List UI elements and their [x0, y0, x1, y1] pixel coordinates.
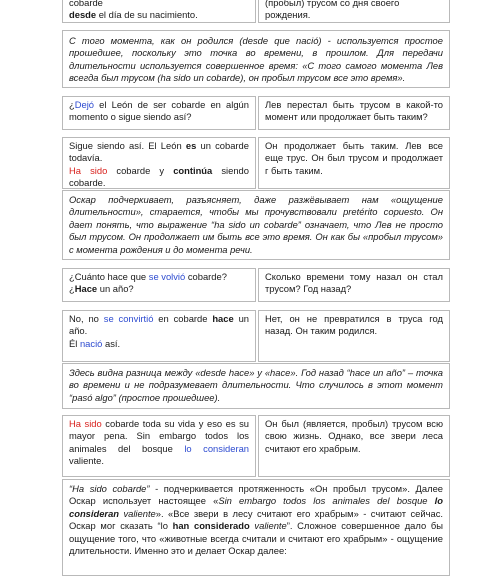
row-2-russian	[258, 137, 450, 189]
note-4	[62, 479, 450, 576]
se-convirtio-phrase: se convirtió	[103, 313, 154, 324]
row-5-russian-text: Он был (является, пробыл) трусом всю свою жизнь. Однако, все звери леса считают его храбрым.	[265, 418, 443, 454]
desde-word: desde	[69, 9, 97, 21]
lo-consideran-phrase: lo consideran	[184, 442, 249, 454]
row-4-russian	[258, 310, 450, 362]
note-3-text: Здесь видна разница между «desde hace» у «hace». Год назад “hace un año” – точка во времени и не подразумевает длительности. Что случилось в этот момент “pasó algo” (простое прошедшее).	[69, 367, 443, 403]
note-4-text-g: lo	[160, 520, 173, 532]
row-3-text-f: un año?	[97, 283, 134, 295]
row-3-text-c: cobarde?	[185, 271, 227, 282]
question-mark: ¿	[69, 99, 75, 110]
row-2-text-a: Sigue siendo así. El León	[69, 140, 186, 151]
row-5-text-d: valiente.	[69, 455, 104, 467]
row-0-spanish	[62, 0, 256, 23]
han-considerado-emph: han considerado	[172, 520, 250, 532]
row-0-spanish-line2: el día de su nacimiento.	[96, 9, 198, 21]
row-4-russian-text: Нет, он не превратился в труса год назад. Он таким родился.	[265, 313, 443, 337]
ha-sido-phrase: Ha sido	[69, 164, 108, 176]
row-4-text-f: Él	[69, 337, 80, 349]
row-3-spanish	[62, 268, 256, 302]
note-4-text-c: Sin embargo todos los animales del bosque	[218, 495, 435, 507]
dejo-word: Dejó	[74, 99, 95, 110]
row-3-russian-text: Сколько времени тому назал он стал трусом? Год назад?	[265, 271, 443, 295]
row-3-text-d: ¿	[69, 283, 75, 295]
row-1-spanish-text: el León de ser cobarde en algún momento o sigue siendo así?	[69, 99, 249, 123]
row-0-spanish-line1: cobarde	[69, 0, 103, 8]
row-5-spanish	[62, 415, 256, 477]
hace-word-2: hace	[212, 313, 234, 324]
row-5-russian	[258, 415, 450, 477]
note-1	[62, 30, 450, 88]
row-4-text-c: en cobarde	[153, 313, 213, 324]
row-3-text-a: ¿Cuánto hace que	[69, 271, 149, 282]
ha-sido-cobarde-quote: “Ha sido cobarde”	[69, 483, 150, 494]
row-0-russian-line2: рождения.	[265, 9, 311, 21]
row-2-spanish	[62, 137, 256, 189]
note-4-text-f: ». «Все звери в лесу считают его храбрым» - считают сейчас. Оскар мог сказать “	[69, 507, 443, 532]
note-1-text: С того момента, как он родился (desde que nació) - используется простое прошедшее, поскольку это точка во времени, в прошлом. Для передачи длительности используется совершенное время: «С того самого момента Лев всегда был трусом (ha sido un cobarde), он пробыл трусом все это время».	[69, 35, 443, 84]
ha-sido-phrase-2: Ha sido	[69, 418, 102, 429]
note-4-text-b: - подчеркивается протяженность «Он пробыл трусом». Далее Оскар использует настоящее «	[69, 483, 444, 507]
row-4-text-e: un año.	[69, 313, 249, 337]
lo-consideran-emph: lo consideran	[69, 495, 443, 519]
row-1-russian	[258, 96, 450, 130]
row-0-russian-line1: (пробыл) трусом со дня своего	[265, 0, 400, 8]
row-4-text-a: No, no	[69, 313, 104, 324]
note-2-text: Оскар подчеркивает, разъясняет, даже разжёвывает нам «ощущение длительности», старается, чтобы мы прочувствовали pretérito copuesto. Он дает понять, что выражение “ha sido un cobarde” означает, что Лев не просто был трусом. Он продолжает им быть все это время. Он как бы «пробыл трусом» с момента рождения и до момента речи.	[69, 194, 443, 255]
se-volvio-phrase: se volvió	[148, 271, 186, 282]
continua-word: continúa	[173, 164, 213, 176]
row-3-russian	[258, 268, 450, 302]
note-4-text-i: valiente	[249, 520, 287, 532]
row-2-russian-text: Он продолжает быть таким. Лев все еще трус. Он был трусом и продолжает г быть таким.	[265, 140, 443, 176]
row-2-text-g: siendo cobarde.	[69, 164, 249, 189]
nacio-word: nació	[79, 337, 103, 349]
note-3	[62, 363, 450, 409]
row-0-russian	[258, 0, 450, 23]
row-2-text-c: un cobarde todavía.	[69, 140, 249, 164]
row-4-text-h: así.	[102, 337, 121, 349]
note-2	[62, 190, 450, 260]
note-4-text-j: ”. Сложное совершенное дало бы ощущение того, что «животные всегда считали и считают его храбрым» - ощущение длительности. Именно это и делает Оскар далее:	[69, 520, 443, 557]
row-1-spanish	[62, 96, 256, 130]
row-2-text-e: cobarde y	[107, 164, 174, 176]
row-5-text-b: cobarde toda su vida y eso es su mayor pena. Sin embargo todos los animales del bosque	[69, 418, 250, 454]
es-word: es	[185, 140, 197, 151]
row-4-spanish	[62, 310, 256, 362]
hace-word: Hace	[74, 283, 98, 295]
row-1-russian-text: Лев перестал быть трусом в какой-то момент или продолжает быть таким?	[265, 99, 443, 123]
note-4-text-e: valiente	[119, 507, 156, 519]
